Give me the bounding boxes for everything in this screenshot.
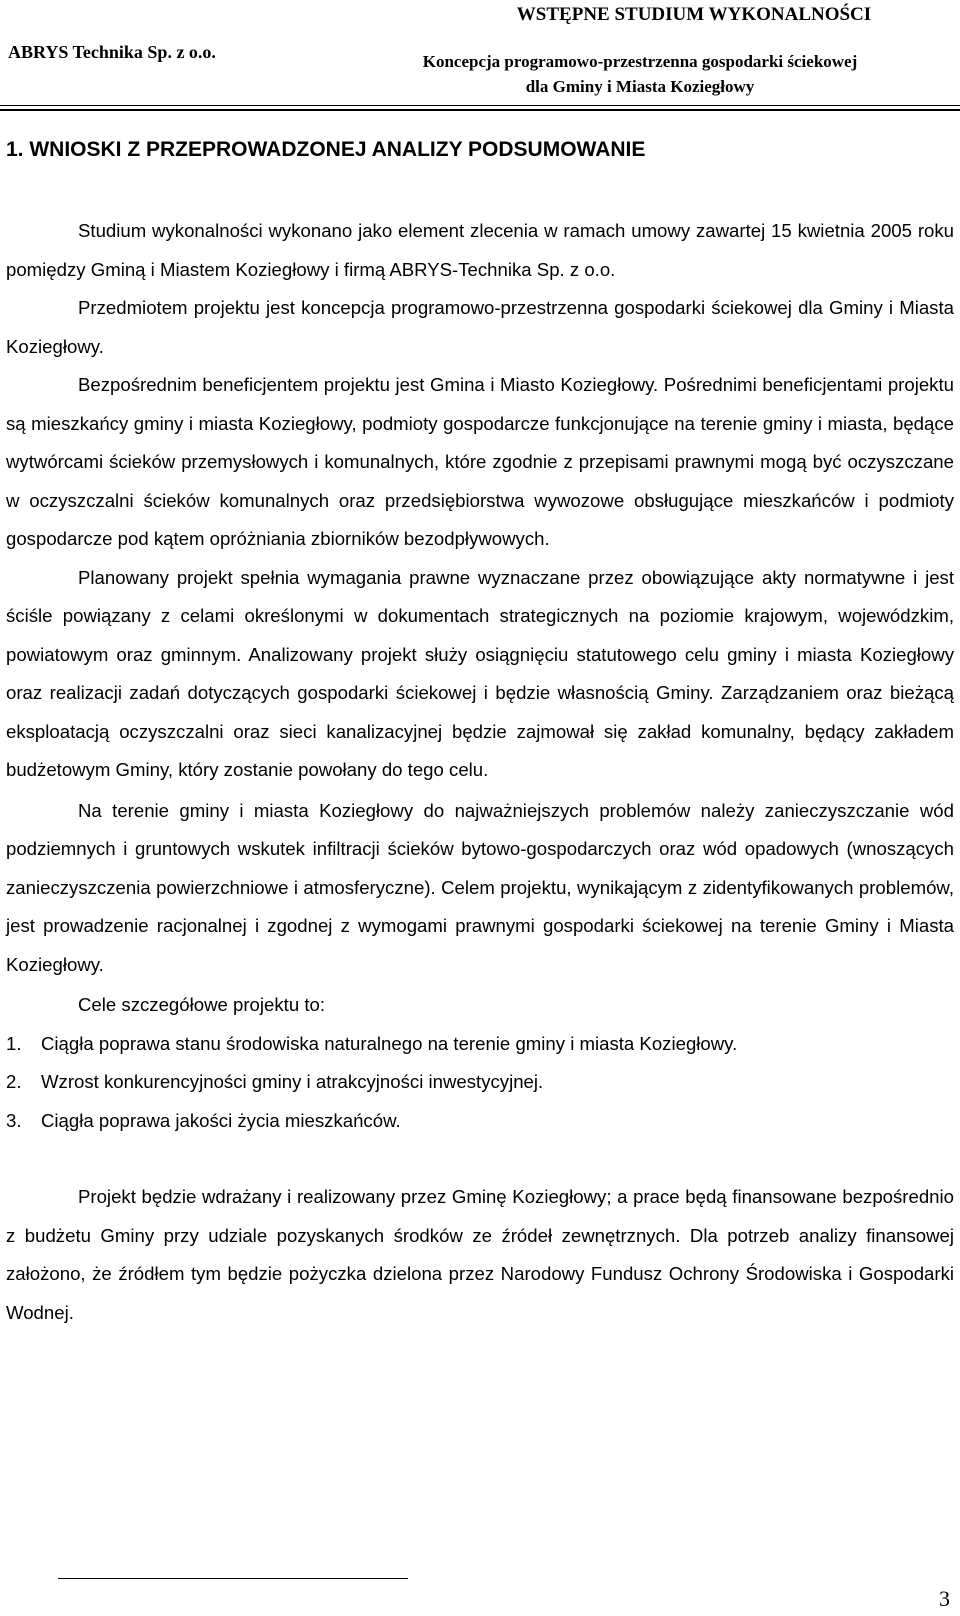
goals-list <box>6 1025 954 1141</box>
paragraph-problems: Na terenie gminy i miasta Koziegłowy do najważniejszych problemów należy zanieczyszczanie wód podziemnych i gruntowych wskutek infiltracji ścieków bytowo-gospodarczych oraz wód opadowych (wnoszących zanieczyszczenia powierzchniowe i atmosferyczne). Celem projektu, wynikającym z zidentyfikowanych problemów, jest prowadzenie racjonalnej i zgodnej z wymogami prawnymi gospodarki ściekowej na terenie Gminy i Miasta Koziegłowy. <box>6 799 954 975</box>
section-heading: 1. WNIOSKI Z PRZEPROWADZONEJ ANALIZY PODSUMOWANIE <box>6 138 646 161</box>
paragraph-beneficiaries: Bezpośrednim beneficjentem projektu jest Gmina i Miasto Koziegłowy. Pośrednimi beneficjentami projektu są mieszkańcy gminy i miasta Koziegłowy, podmioty gospodarcze funkcjonujące na terenie gminy i miasta, będące wytwórcami ścieków przemysłowych i komunalnych, które zgodnie z przepisami prawnymi mogą być oczyszczane w oczyszczalni ścieków komunalnych oraz przedsiębiorstwa wywozowe obsługujące mieszkańców i podmioty gospodarcze pod kątem opróżniania zbiorników bezodpływowych. <box>6 374 954 549</box>
list-item-text: Ciągła poprawa stanu środowiska naturalnego na terenie gminy i miasta Koziegłowy. <box>41 1032 738 1054</box>
header-rule-thin <box>0 105 960 106</box>
list-item <box>6 1025 954 1064</box>
paragraph-subject: Przedmiotem projektu jest koncepcja programowo-przestrzenna gospodarki ściekowej dla Gminy i Miasta Koziegłowy. <box>6 297 954 357</box>
list-item <box>6 1063 954 1102</box>
paragraph-financing: Projekt będzie wdrażany i realizowany przez Gminę Koziegłowy; a prace będą finansowane bezpośrednio z budżetu Gminy przy udziale pozyskanych środków ze źródeł zewnętrznych. Dla potrzeb analizy finansowej założono, że źródłem tym będzie pożyczka dzielona przez Narodowy Fundusz Ochrony Środowiska i Gospodarki Wodnej. <box>6 1186 954 1323</box>
page-number: 3 <box>939 1586 950 1611</box>
header-rule-thick <box>0 109 960 111</box>
document-body <box>6 212 954 1332</box>
list-item-number: 3. <box>6 1109 22 1131</box>
list-item-text: Ciągła poprawa jakości życia mieszkańców. <box>41 1109 401 1131</box>
list-item <box>6 1102 954 1141</box>
footer-rule <box>58 1578 408 1579</box>
list-item-number: 1. <box>6 1032 22 1054</box>
goals-intro: Cele szczegółowe projektu to: <box>78 994 326 1015</box>
paragraph-contract: Studium wykonalności wykonano jako element zlecenia w ramach umowy zawartej 15 kwietnia 2005 roku pomiędzy Gminą i Miastem Koziegłowy i firmą ABRYS-Technika Sp. z o.o. <box>6 220 954 280</box>
document-title: WSTĘPNE STUDIUM WYKONALNOŚCI <box>516 4 872 25</box>
list-item-text: Wzrost konkurencyjności gminy i atrakcyjności inwestycyjnej. <box>41 1071 544 1092</box>
company-name: ABRYS Technika Sp. z o.o. <box>8 42 216 62</box>
document-subtitle-line2: dla Gminy i Miasta Koziegłowy <box>525 77 755 96</box>
paragraph-legal-compliance: Planowany projekt spełnia wymagania prawne wyznaczane przez obowiązujące akty normatywne i jest ściśle powiązany z celami określonymi w dokumentach strategicznych na poziomie krajowym, wojewódzkim, powiatowym oraz gminnym. Analizowany projekt służy osiągnięciu statutowego celu gminy i miasta Koziegłowy oraz realizacji zadań dotyczących gospodarki ściekowej i będzie własnością Gminy. Zarządzaniem oraz bieżącą eksploatacją oczyszczalni oraz sieci kanalizacyjnej będzie zajmował się zakład komunalny, będący zakładem budżetowym Gminy, który zostanie powołany do tego celu. <box>6 566 954 780</box>
list-item-number: 2. <box>6 1071 22 1092</box>
document-subtitle-line1: Koncepcja programowo-przestrzenna gospodarki ściekowej <box>422 52 858 71</box>
